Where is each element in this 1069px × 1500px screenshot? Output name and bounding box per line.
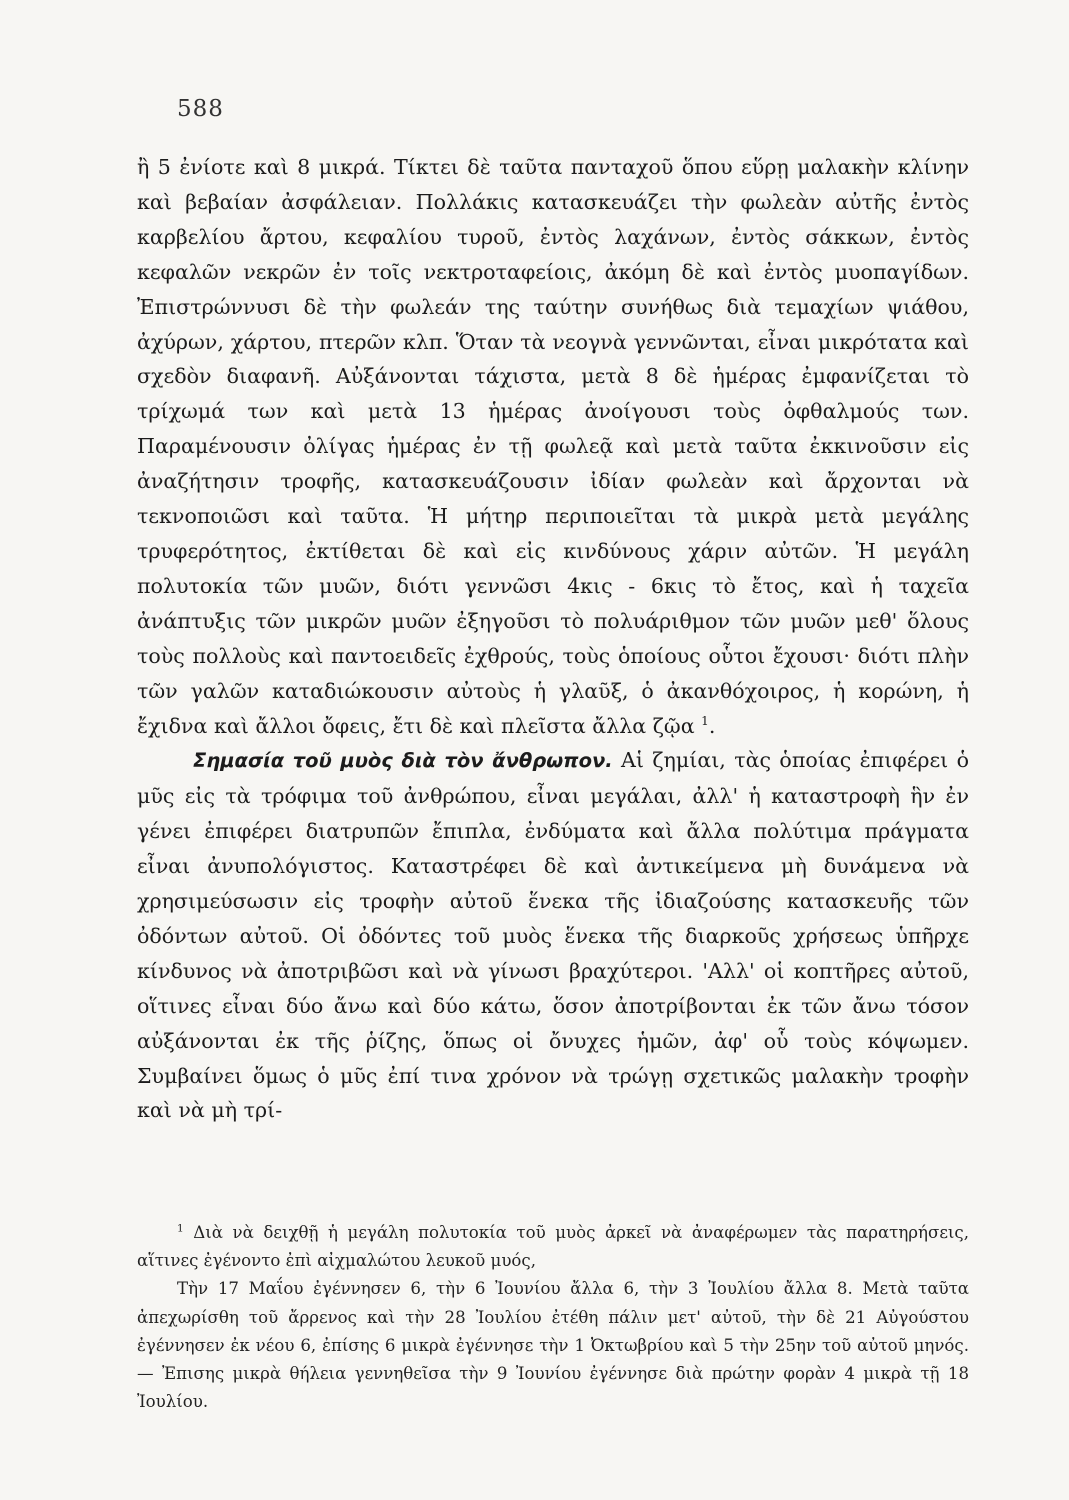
- paragraph-1-text: ἢ 5 ἐνίοτε καὶ 8 μικρά. Τίκτει δὲ ταῦτα πανταχοῦ ὅπου εὕρῃ μαλακὴν κλίνην καὶ βεβαίαν ἀσφάλειαν. Πολλάκις κατασκευάζει τὴν φωλεὰν αὐτῆς ἐντὸς καρβελίου ἄρτου, κεφαλίου τυροῦ, ἐντὸς λαχάνων, ἐντὸς σάκκων, ἐντὸς κεφαλῶν νεκρῶν ἐν τοῖς νεκτροταφείοις, ἀκόμη δὲ καὶ ἐντὸς μυοπαγίδων. Ἐπιστρώννυσι δὲ τὴν φωλεάν της ταύτην συνήθως διὰ τεμαχίων ψιάθου, ἀχύρων, χάρτου, πτερῶν κλπ. Ὅταν τὰ νεογνὰ γεννῶνται, εἶναι μικρότατα καὶ σχεδὸν διαφανῆ. Αὐξάνονται τάχιστα, μετὰ 8 δὲ ἡμέρας ἐμφανίζεται τὸ τρίχωμά των καὶ μετὰ 13 ἡμέρας ἀνοίγουσι τοὺς ὀφθαλμούς των. Παραμένουσιν ὀλίγας ἡμέρας ἐν τῇ φωλεᾷ καὶ μετὰ ταῦτα ἐκκινοῦσιν εἰς ἀναζήτησιν τροφῆς, κατασκευάζουσιν ἰδίαν φωλεὰν καὶ ἄρχονται νὰ τεκνοποιῶσι καὶ ταῦτα. Ἡ μήτηρ περιποιεῖται τὰ μικρὰ μετὰ μεγάλης τρυφερότητος, ἐκτίθεται δὲ καὶ εἰς κινδύνους χάριν αὐτῶν. Ἡ μεγάλη πολυτοκία τῶν μυῶν, διότι γεννῶσι 4κις - 6κις τὸ ἔτος, καὶ ἡ ταχεῖα ἀνάπτυξις τῶν μικρῶν μυῶν ἐξηγοῦσι τὸ πολυάριθμον τῶν μυῶν μεθ' ὅλους τοὺς πολλοὺς καὶ παντοειδεῖς ἐχθρούς, τοὺς ὁποίους οὗτοι ἔχουσι· διότι πλὴν τῶν γαλῶν καταδιώκουσιν αὐτοὺς ἡ γλαῦξ, ὁ ἀκανθόχοιρος, ἡ κορώνη, ἡ ἔχιδνα καὶ ἄλλοι ὄφεις, ἔτι δὲ καὶ πλεῖστα ἄλλα ζῷα: [137, 155, 969, 738]
- paragraph-reproduction: [137, 150, 969, 743]
- page-number: 588: [177, 96, 224, 122]
- footnote-1-text: Διὰ νὰ δειχθῇ ἡ μεγάλη πολυτοκία τοῦ μυὸς ἀρκεῖ νὰ ἀναφέρωμεν τὰς παρατηρήσεις, αἵτινες ἐγένοντο ἐπὶ αἰχμαλώτου λευκοῦ μυός,: [137, 1223, 970, 1271]
- paragraph-1-end: .: [708, 713, 716, 738]
- section-heading: Σημασία τοῦ μυὸς διὰ τὸν ἄνθρωπον.: [193, 749, 613, 773]
- footnote-1-continued: Τὴν 17 Μαΐου ἐγέννησεν 6, τὴν 6 Ἰουνίου ἄλλα 6, τὴν 3 Ἰουλίου ἄλλα 8. Μετὰ ταῦτα ἀπεχωρίσθη τοῦ ἄρρενος καὶ τὴν 28 Ἰουλίου ἐτέθη πάλιν μετ' αὐτοῦ, τὴν δὲ 21 Αὐγούστου ἐγέννησεν ἐκ νέου 6, ἐπίσης 6 μικρὰ ἐγέννησε τὴν 1 Ὀκτωβρίου καὶ 5 τὴν 25ην τοῦ αὐτοῦ μηνός.— Ἐπισης μικρὰ θήλεια γεννηθεῖσα τὴν 9 Ἰουνίου ἐγέννησε διὰ πρώτην φορὰν 4 μικρὰ τῇ 18 Ἰουλίου.: [137, 1279, 969, 1412]
- paragraph-2-text: Αἱ ζημίαι, τὰς ὁποίας ἐπιφέρει ὁ μῦς εἰς τὰ τρόφιμα τοῦ ἀνθρώπου, εἶναι μεγάλαι, ἀλλ' ἡ καταστροφὴ ἣν ἐν γένει ἐπιφέρει διατρυπῶν ἔπιπλα, ἐνδύματα καὶ ἄλλα πολύτιμα πράγματα εἶναι ἀνυπολόγιστος. Καταστρέφει δὲ καὶ ἀντικείμενα μὴ δυνάμενα νὰ χρησιμεύσωσιν εἰς τροφὴν αὐτοῦ ἕνεκα τῆς ἰδιαζούσης κατασκευῆς τῶν ὀδόντων αὐτοῦ. Οἱ ὀδόντες τοῦ μυὸς ἕνεκα τῆς διαρκοῦς χρήσεως ὑπῆρχε κίνδυνος νὰ ἀποτριβῶσι καὶ νὰ γίνωσι βραχύτεροι. 'Αλλ' οἱ κοπτῆρες αὐτοῦ, οἵτινες εἶναι δύο ἄνω καὶ δύο κάτω, ὅσον ἀποτρίβονται ἐκ τῶν ἄνω τόσον αὐξάνονται ἐκ τῆς ῥίζης, ὅπως οἱ ὄνυχες ἡμῶν, ἀφ' οὗ τοὺς κόψωμεν. Συμβαίνει ὅμως ὁ μῦς ἐπί τινα χρόνον νὰ τρώγῃ σχετικῶς μαλακὴν τροφὴν καὶ νὰ μὴ τρί-: [137, 748, 969, 1123]
- footnote-1: [137, 1219, 969, 1275]
- footnote-reference: 1: [701, 713, 709, 728]
- footnote-marker: 1: [177, 1222, 184, 1235]
- footnotes: [137, 1219, 969, 1416]
- main-text: [137, 150, 969, 1128]
- paragraph-significance: [137, 743, 969, 1128]
